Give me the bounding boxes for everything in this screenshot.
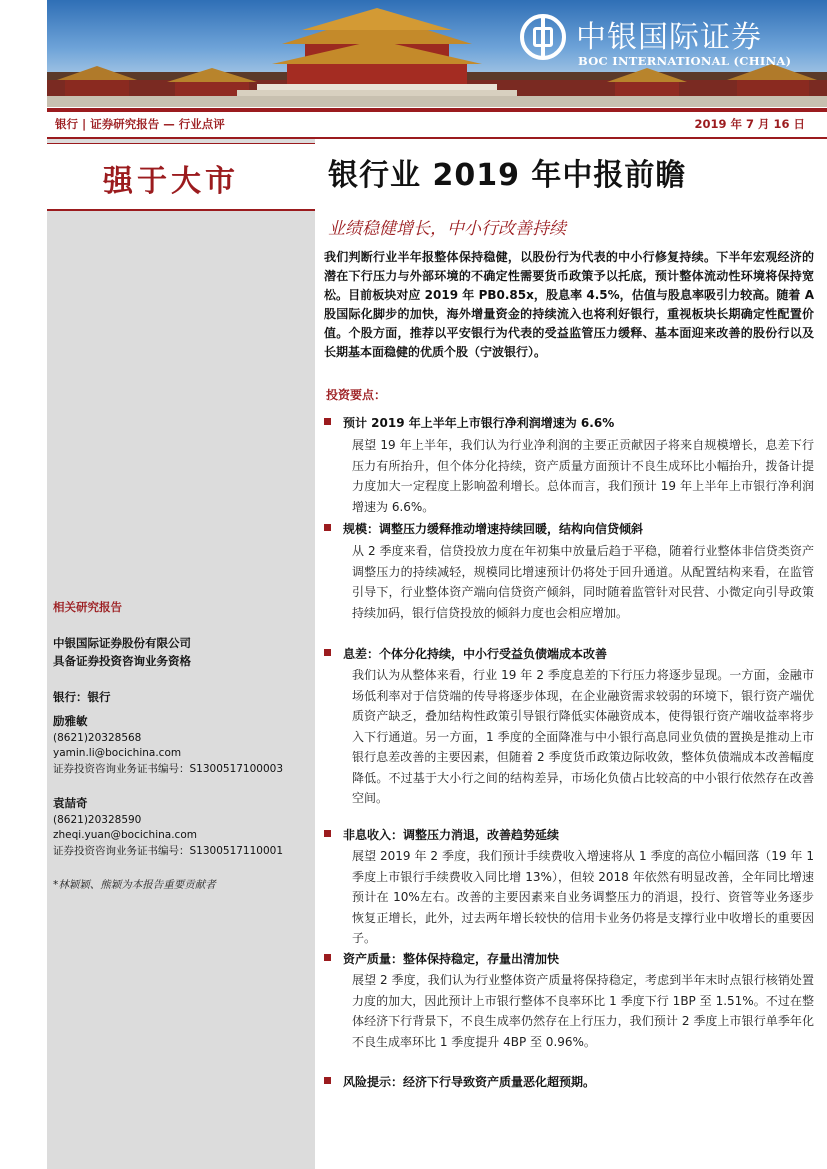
- bullet-square-icon: [324, 830, 331, 837]
- company-qualification: 具备证券投资咨询业务资格: [53, 654, 191, 668]
- bullet-heading: 预计 2019 年上半年上市银行净利润增速为 6.6%: [324, 414, 814, 431]
- analyst-license: 证券投资咨询业务证书编号：S1300517100003: [53, 763, 284, 775]
- bullet-body: 展望 19 年上半年，我们认为行业净利润的主要正贡献因子将来自规模增长，息差下行压力有所抬升，但个体分化持续，资产质量方面预计不良生成环比小幅抬升，拨备计提力度加大一定程度上影响盈利增长。总体而言，我们预计 19 年上半年上市银行净利润增速为 6.6%。: [352, 438, 814, 514]
- rating-text: 强于大市: [103, 164, 239, 199]
- brand-name-en: BOC INTERNATIONAL (CHINA): [578, 54, 792, 68]
- summary-paragraph: 我们判断行业半年报整体保持稳健，以股份行为代表的中小行修复持续。下半年宏观经济的潜在下行压力与外部环境的不确定性需要货币政策予以托底，预计整体流动性环境将保持宽松。目前板块对应 2019 年 PB0.85x，股息率 4.5%，估值与股息率吸引力较高。随着 A 股国际化脚步的加快，海外增量资金的持续流入也将利好银行，重视板块长期确定性配置价值。个股方面，推荐以平安银行为代表的受益监管压力缓释、基本面迎来改善的股份行以及长期基本面稳健的优质个股（宁波银行）。: [324, 250, 814, 359]
- bullet-body: 展望 2 季度，我们认为行业整体资产质量将保持稳定，考虑到半年末时点银行核销处置力度的加大，因此预计上市银行整体不良率环比 1 季度下行 1BP 至 1.51%。不过在整体经济下行背景下，不良生成率仍然存在上行压力，我们预计 2 季度上市银行单季年化不良生成率环比 1 季度提升 4BP 至 0.96%。: [352, 973, 814, 1049]
- analyst-name: 励雅敏: [53, 714, 88, 728]
- analyst-phone: (8621)20328590: [53, 814, 142, 826]
- contributor-note: *林颖颖、熊颖为本报告重要贡献者: [53, 879, 216, 891]
- report-date: 2019 年 7 月 16 日: [694, 117, 805, 131]
- boc-coin-icon: [520, 14, 566, 60]
- analyst-phone: (8621)20328568: [53, 732, 142, 744]
- brand-logo: [520, 10, 805, 70]
- bullet-heading: 非息收入：调整压力消退，改善趋势延续: [324, 826, 814, 843]
- rating-rule: [47, 209, 315, 211]
- bullet-square-icon: [324, 1077, 331, 1084]
- rating-badge: [47, 143, 315, 210]
- risk-warning: 风险提示：经济下行导致资产质量恶化超预期。: [324, 1073, 814, 1090]
- bullet-square-icon: [324, 418, 331, 425]
- key-points-heading: 投资要点：: [326, 388, 387, 402]
- bullet-body: 从 2 季度来看，信贷投放力度在年初集中放量后趋于平稳，随着行业整体非信贷类资产调整压力的持续减轻，规模同比增速预计仍将处于回升通道。从配置结构来看，在监管引导下，行业整体资产端向信贷资产倾斜，同时随着监管针对民营、小微定向引导政策持续加码，银行信贷投放的倾斜力度也会相应增加。: [352, 544, 814, 620]
- header-banner: [47, 0, 827, 107]
- bullet-heading: 规模：调整压力缓释推动增速持续回暖，结构向信贷倾斜: [324, 520, 814, 537]
- analyst-email[interactable]: zheqi.yuan@bocichina.com: [53, 829, 197, 841]
- bullet-square-icon: [324, 524, 331, 531]
- analyst-email[interactable]: yamin.li@bocichina.com: [53, 747, 182, 759]
- bullet-body: 展望 2019 年 2 季度，我们预计手续费收入增速将从 1 季度的高位小幅回落（19 年 1 季度上市银行手续费收入同比增 13%），但较 2018 年依然有明显改善，全年同比增速预计在 10%左右。改善的主要因素来自业务调整压力的消退，投行、资管等业务逐步恢复正增长，此外，过去两年增长较快的信用卡业务仍将是支撑行业中收增长的重要因子。: [352, 849, 814, 945]
- report-header-line: [47, 112, 827, 134]
- sidebar: [47, 139, 315, 1169]
- report-subtitle: 业绩稳健增长，中小行改善持续: [328, 219, 566, 239]
- analyst-license: 证券投资咨询业务证书编号：S1300517110001: [53, 845, 284, 857]
- report-title: 银行业 2019 年中报前瞻: [328, 158, 687, 193]
- analyst-name: 袁喆奇: [53, 796, 88, 810]
- related-reports-heading: 相关研究报告: [53, 600, 122, 614]
- bullet-heading: 资产质量：整体保持稳定，存量出清加快: [324, 950, 814, 967]
- company-name: 中银国际证券股份有限公司: [53, 636, 191, 650]
- bullet-square-icon: [324, 649, 331, 656]
- bullet-heading: 息差：个体分化持续，中小行受益负债端成本改善: [324, 645, 814, 662]
- bullet-square-icon: [324, 954, 331, 961]
- report-category: 银行 | 证券研究报告 — 行业点评: [55, 117, 225, 131]
- bullet-body: 我们认为从整体来看，行业 19 年 2 季度息差的下行压力将逐步显现。一方面，金融市场低利率对于信贷端的传导将逐步体现，在企业融资需求较弱的环境下，银行资产端优质资产缺乏，叠加结构性政策引导银行降低实体融资成本，使得银行资产端收益率将步入下行通道。另一方面，1 季度的全面降准与中小银行高息同业负债的置换是推动上市银行息差改善的主要因素，但随着 2 季度货币政策边际收敛，整体负债端成本改善幅度降低。不过基于大小行之间的结构差异，市场化负债占比较高的中小银行依然存在改善空间。: [352, 668, 814, 805]
- brand-name-cn: 中银国际证券: [576, 20, 762, 55]
- sector-label: 银行：银行: [53, 690, 111, 704]
